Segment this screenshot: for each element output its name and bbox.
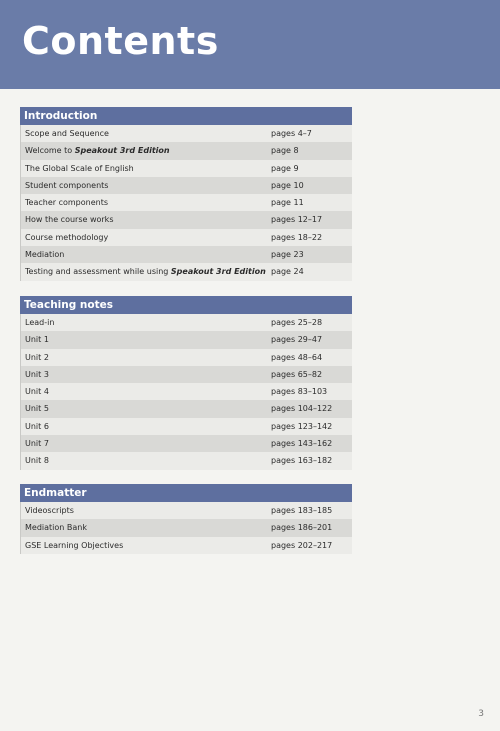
toc-title: Unit 2 [25,352,49,362]
toc-row[interactable] [21,246,352,263]
section-teaching-notes [20,296,352,470]
toc-pages: pages 48–64 [271,352,323,362]
toc-row[interactable] [21,435,352,452]
toc-pages: pages 4–7 [271,129,312,138]
toc-row[interactable] [21,366,352,383]
toc-pages: pages 25–28 [271,318,323,327]
toc-pages: pages 104–122 [271,404,333,414]
section-introduction [20,107,352,281]
toc-row[interactable] [21,400,352,417]
toc-row[interactable] [21,314,352,331]
toc-title: Unit 3 [25,369,49,379]
toc-pages: pages 163–182 [271,456,333,466]
toc-pages: page 10 [271,180,304,190]
page-title: Contents [22,19,219,63]
toc-pages: page 9 [271,163,299,173]
toc-title: Mediation Bank [25,523,87,533]
toc-row[interactable] [21,125,352,142]
toc-title-text: Welcome to [25,146,75,156]
toc-title: Lead-in [25,318,55,327]
toc-title: Teacher components [25,198,108,208]
toc-row[interactable] [21,229,352,246]
toc-title: Student components [25,180,109,190]
toc-row[interactable] [21,383,352,400]
contents-banner [0,0,500,89]
toc-row[interactable] [21,331,352,348]
toc-title: Unit 1 [25,335,49,345]
toc-row[interactable] [21,160,352,177]
toc-row[interactable] [21,211,352,228]
toc-title: Scope and Sequence [25,129,109,138]
toc-pages: page 24 [271,267,304,277]
toc-row[interactable] [21,502,352,519]
toc-title: Unit 7 [25,439,49,449]
section-endmatter [20,484,352,554]
toc-pages: pages 83–103 [271,387,328,397]
toc-title: Unit 6 [25,421,49,431]
toc-title: Unit 4 [25,387,49,397]
toc-title: Unit 5 [25,404,49,414]
toc-pages: pages 143–162 [271,439,333,449]
toc-pages: pages 123–142 [271,421,333,431]
toc-row[interactable] [21,452,352,469]
toc-title: How the course works [25,215,114,225]
toc-title [25,142,170,159]
toc-title: Unit 8 [25,456,49,466]
toc-row[interactable] [21,263,352,280]
toc-pages: pages 183–185 [271,506,333,515]
toc-pages: page 23 [271,250,304,260]
toc-pages: pages 18–22 [271,232,323,242]
toc-pages: pages 202–217 [271,540,333,550]
toc-pages: pages 65–82 [271,369,323,379]
toc-title [25,263,266,280]
page-number: 3 [478,709,484,719]
toc-title-emphasis: Speakout 3rd Edition [74,146,170,156]
toc-row[interactable] [21,537,352,554]
toc-pages: pages 29–47 [271,335,323,345]
toc-title: Course methodology [25,232,109,242]
toc-pages: pages 186–201 [271,523,333,533]
toc-title-text: Testing and assessment while using [25,267,171,277]
toc-title: The Global Scale of English [25,163,134,173]
toc-row[interactable] [21,194,352,211]
toc-title: Mediation [25,250,65,260]
toc-pages: pages 12–17 [271,215,323,225]
toc-title: GSE Learning Objectives [25,540,124,550]
toc-row[interactable] [21,142,352,159]
toc-title: Videoscripts [25,506,74,515]
toc-row[interactable] [21,349,352,366]
toc-row[interactable] [21,418,352,435]
toc-row[interactable] [21,177,352,194]
toc-row[interactable] [21,519,352,536]
section-heading: Teaching notes [20,296,352,314]
toc-pages: page 8 [271,146,299,156]
toc-title-emphasis: Speakout 3rd Edition [170,267,266,277]
section-heading: Introduction [20,107,352,125]
toc-pages: page 11 [271,198,304,208]
section-heading: Endmatter [20,484,352,502]
